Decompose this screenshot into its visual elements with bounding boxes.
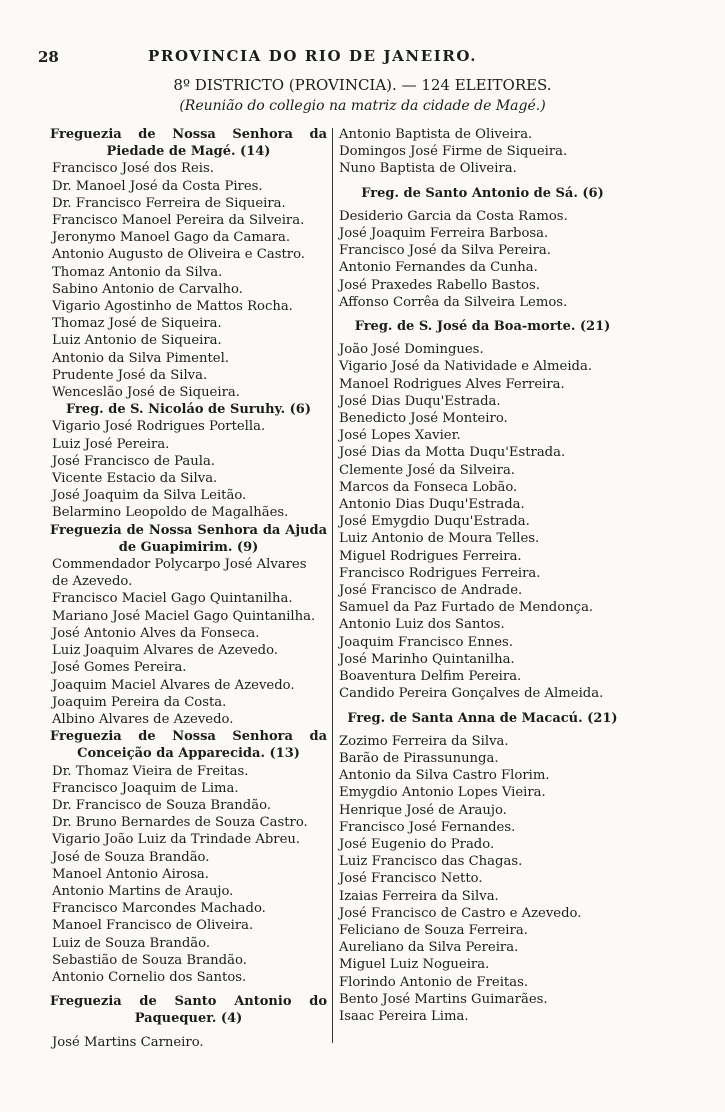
elector-name: Antonio da Silva Pimentel. <box>52 350 229 366</box>
elector-name: Antonio Martins de Araujo. <box>52 883 234 899</box>
meeting-note: (Reunião do collegio na matriz da cidade de Magé.) <box>179 98 546 114</box>
elector-name: Francisco José da Silva Pereira. <box>339 243 551 259</box>
elector-name: José Lopes Xavier. <box>339 428 461 444</box>
elector-name: José Martins Carneiro. <box>52 1034 204 1050</box>
elector-name: Clemente José da Silveira. <box>339 462 515 478</box>
elector-name: Vigario José Rodrigues Portella. <box>52 419 266 435</box>
elector-name: Antonio da Silva Castro Florim. <box>339 768 550 784</box>
elector-name: Francisco Maciel Gago Quintanilha. <box>52 591 293 607</box>
elector-name: Antonio Fernandes da Cunha. <box>339 260 538 276</box>
parish-heading-paquequer: Freguezia de Santo Antonio do Paquequer. (4) <box>50 994 327 1027</box>
elector-name: Sabino Antonio de Carvalho. <box>52 281 243 297</box>
parish-list-santo-antonio-de-sa <box>337 208 624 311</box>
parish-heading-suruhy: Freg. de S. Nicoláo de Suruhy. (6) <box>65 402 312 418</box>
parish-list-suruhy <box>44 418 329 521</box>
parish-heading-boa-morte: Freg. de S. José da Boa-morte. (21) <box>354 319 611 335</box>
elector-name: Bento José Martins Guimarães. <box>339 991 548 1007</box>
elector-name: Antonio Dias Duqu'Estrada. <box>339 497 525 513</box>
elector-name: Thomaz José de Siqueira. <box>52 316 222 332</box>
elector-name: Henrique José de Araujo. <box>339 802 507 818</box>
elector-name: Luiz de Souza Brandão. <box>52 935 211 951</box>
parish-heading-santo-antonio-de-sa: Freg. de Santo Antonio de Sá. (6) <box>361 185 604 201</box>
elector-name: Joaquim Maciel Alvares de Azevedo. <box>52 677 295 693</box>
parish-list-guapimirim <box>44 556 329 728</box>
elector-name: José Eugenio do Prado. <box>339 836 495 852</box>
elector-name: Aureliano da Silva Pereira. <box>339 940 519 956</box>
left-column <box>44 126 329 1051</box>
elector-name: José Praxedes Rabello Bastos. <box>339 277 540 293</box>
elector-name: Samuel da Paz Furtado de Mendonça. <box>339 600 594 616</box>
parish-heading-macacu: Freg. de Santa Anna de Macacú. (21) <box>347 710 618 726</box>
elector-name: Francisco Marcondes Machado. <box>52 901 266 917</box>
elector-name: Antonio Baptista de Oliveira. <box>339 127 533 142</box>
elector-name: Manoel Rodrigues Alves Ferreira. <box>339 376 565 392</box>
parish-list-paquequer-continued <box>337 126 624 178</box>
district-title: 8º DISTRICTO (PROVINCIA). — 124 ELEITORES. <box>173 76 552 94</box>
elector-name: José Francisco de Andrade. <box>339 583 523 599</box>
parish-list-apparecida <box>44 763 329 987</box>
page-number: 28 <box>38 48 59 66</box>
elector-name: Antonio Cornelio dos Santos. <box>52 969 247 985</box>
elector-name: Luiz Antonio de Siqueira. <box>52 333 222 349</box>
elector-name: José Gomes Pereira. <box>52 660 187 676</box>
parish-heading-apparecida: Freguezia de Nossa Senhora da Conceição da Apparecida. (13) <box>50 729 327 762</box>
elector-name: José Antonio Alves da Fonseca. <box>52 625 260 641</box>
elector-name: Boaventura Delfim Pereira. <box>339 669 522 685</box>
elector-name: Miguel Luiz Nogueira. <box>339 957 490 973</box>
elector-name: Dr. Thomaz Vieira de Freitas. <box>52 763 249 779</box>
elector-name: José Dias da Motta Duqu'Estrada. <box>339 445 566 461</box>
elector-name: Luiz Joaquim Alvares de Azevedo. <box>52 643 278 659</box>
parish-heading-mage: Freguezia de Nossa Senhora da Piedade de Magé. (14) <box>50 127 327 160</box>
elector-name: Francisco José Fernandes. <box>339 819 516 835</box>
elector-name: Luiz Antonio de Moura Telles. <box>339 531 540 547</box>
elector-name: José Dias Duqu'Estrada. <box>339 393 501 409</box>
elector-name: Dr. Francisco Ferreira de Siqueira. <box>52 195 286 211</box>
elector-name: Isaac Pereira Lima. <box>339 1008 469 1024</box>
elector-name: Candido Pereira Gonçalves de Almeida. <box>339 686 604 702</box>
elector-name: Affonso Corrêa da Silveira Lemos. <box>339 294 568 310</box>
elector-name: Jeronymo Manoel Gago da Camara. <box>52 230 291 246</box>
column-divider <box>332 128 333 1043</box>
elector-name: Dr. Francisco de Souza Brandão. <box>52 797 271 813</box>
elector-name: José Joaquim Ferreira Barbosa. <box>339 226 549 242</box>
elector-name: Luiz José Pereira. <box>52 436 170 452</box>
parish-list-macacu <box>337 733 624 1025</box>
elector-name: Manoel Francisco de Oliveira. <box>52 918 254 934</box>
elector-name: Dr. Manoel José da Costa Pires. <box>52 178 263 194</box>
elector-name: Francisco José dos Reis. <box>52 161 214 177</box>
elector-name: Marcos da Fonseca Lobão. <box>339 479 518 495</box>
elector-name: Vigario João Luiz da Trindade Abreu. <box>52 832 301 848</box>
elector-name: Domingos José Firme de Siqueira. <box>339 144 568 160</box>
elector-name: Francisco Joaquim de Lima. <box>52 780 239 796</box>
elector-name: José Emygdio Duqu'Estrada. <box>339 514 530 530</box>
elector-name: Thomaz Antonio da Silva. <box>52 264 223 280</box>
elector-name: Feliciano de Souza Ferreira. <box>339 922 528 938</box>
elector-name: José de Souza Brandão. <box>52 849 210 865</box>
right-column <box>337 126 624 1025</box>
elector-name: Vicente Estacio da Silva. <box>52 471 218 487</box>
elector-name: José Marinho Quintanilha. <box>339 651 515 667</box>
elector-name: Vigario José da Natividade e Almeida. <box>339 359 593 375</box>
elector-name: Luiz Francisco das Chagas. <box>339 854 523 870</box>
elector-name: Manoel Antonio Airosa. <box>52 866 209 882</box>
elector-name: Joaquim Pereira da Costa. <box>52 694 227 710</box>
elector-name: Francisco Manoel Pereira da Silveira. <box>52 213 305 229</box>
elector-name: Joaquim Francisco Ennes. <box>339 634 514 650</box>
elector-name: José Joaquim da Silva Leitão. <box>52 488 247 504</box>
elector-name: Miguel Rodrigues Ferreira. <box>339 548 522 564</box>
elector-name: Antonio Augusto de Oliveira e Castro. <box>52 247 305 263</box>
parish-list-boa-morte <box>337 341 624 702</box>
parish-list-paquequer <box>44 1034 329 1051</box>
elector-name: Emygdio Antonio Lopes Vieira. <box>339 785 546 801</box>
parish-heading-guapimirim: Freguezia de Nossa Senhora da Ajuda de Guapimirim. (9) <box>50 522 327 555</box>
elector-name: Barão de Pirassununga. <box>339 750 499 766</box>
elector-name: João José Domingues. <box>339 342 484 358</box>
elector-name: Sebastião de Souza Brandão. <box>52 952 247 968</box>
elector-name: José Francisco de Paula. <box>52 453 216 469</box>
elector-name: Benedicto José Monteiro. <box>339 411 508 427</box>
elector-name: José Francisco Netto. <box>339 871 483 887</box>
elector-name: Dr. Bruno Bernardes de Souza Castro. <box>52 815 308 831</box>
elector-name: Albino Alvares de Azevedo. <box>52 711 234 727</box>
parish-list-mage <box>44 160 329 401</box>
running-title: PROVINCIA DO RIO DE JANEIRO. <box>148 47 478 65</box>
elector-name: Florindo Antonio de Freitas. <box>339 974 529 990</box>
elector-name: Izaias Ferreira da Silva. <box>339 888 499 904</box>
elector-name: Antonio Luiz dos Santos. <box>339 617 505 633</box>
elector-name: Commendador Polycarpo José Alvares <box>52 557 307 573</box>
elector-name: José Francisco de Castro e Azevedo. <box>339 905 582 921</box>
elector-name: Desiderio Garcia da Costa Ramos. <box>339 208 568 224</box>
elector-name: Belarmino Leopoldo de Magalhães. <box>52 505 289 521</box>
elector-name: Vigario Agostinho de Mattos Rocha. <box>52 299 293 315</box>
elector-name: Prudente José da Silva. <box>52 367 208 383</box>
elector-name: Nuno Baptista de Oliveira. <box>339 161 517 177</box>
elector-name: Francisco Rodrigues Ferreira. <box>339 565 541 581</box>
elector-name: Zozimo Ferreira da Silva. <box>339 733 509 749</box>
elector-name-continuation: de Azevedo. <box>52 574 133 590</box>
elector-name: Wenceslão José de Siqueira. <box>52 385 240 401</box>
elector-name: Mariano José Maciel Gago Quintanilha. <box>52 608 316 624</box>
